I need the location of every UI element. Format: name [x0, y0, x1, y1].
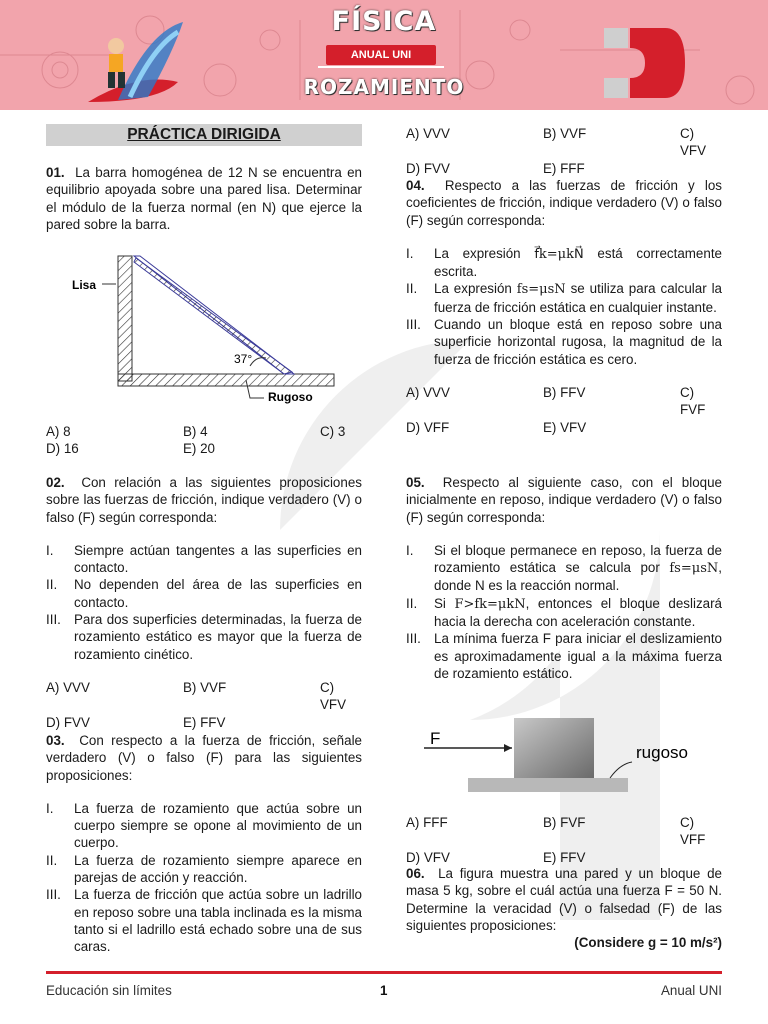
question-02 — [46, 474, 362, 731]
option-c: C) 3 — [320, 424, 346, 439]
formula: fs=μsN — [516, 282, 566, 298]
formula: F>fk=μkN — [454, 596, 526, 612]
question-number: 04. — [406, 178, 425, 193]
formula: fs=μsN — [669, 561, 719, 577]
question-number: 02. — [46, 475, 65, 490]
proposition-2: II. La expresión fs=μsN se utiliza para calcular la fuerza de fricción estática en cualquier instante. — [406, 281, 722, 315]
option-b: B) VVF — [543, 126, 587, 141]
header-divider — [318, 66, 444, 68]
question-05 — [406, 474, 722, 682]
question-number: 03. — [46, 733, 65, 748]
proposition-2: II. Si F>fk=μkN, entonces el bloque deslizará hacia la derecha con aceleración constante. — [406, 595, 722, 630]
option-a: A) VVV — [46, 679, 90, 695]
proposition-3: III. La mínima fuerza F para iniciar el deslizamiento es aproximadamente igual a la máxima fuerza de rozamiento estático. — [406, 631, 722, 681]
question-01 — [46, 164, 362, 233]
floor — [118, 374, 334, 386]
option-c: C) VFV — [680, 126, 707, 159]
option-d: D) 16 — [46, 441, 79, 457]
option-d: D) FVV — [406, 160, 450, 176]
option-c: C) VFF — [680, 815, 706, 848]
proposition-1: I. Si el bloque permanece en reposo, la fuerza de rozamiento estática se calcula por fs=μsN, donde N es la reacción normal. — [406, 542, 722, 594]
q4-options — [406, 384, 722, 436]
subject-title: FÍSICA — [331, 6, 437, 37]
option-b: B) 4 — [183, 424, 208, 439]
block-figure — [420, 712, 720, 796]
course-badge: ANUAL UNI — [326, 45, 436, 65]
option-c: C) VFV — [320, 679, 347, 713]
option-e: E) FFV — [183, 714, 226, 730]
option-e: E) FFV — [543, 849, 586, 865]
header-banner — [0, 0, 768, 110]
proposition-3: III. Para dos superficies determinadas, la fuerza de rozamiento estático es mayor que la fuerza de rozamiento cinético. — [46, 612, 362, 662]
option-a: A) FFF — [406, 815, 448, 830]
question-number: 01. — [46, 165, 65, 180]
proposition-2: II. La fuerza de rozamiento siempre aparece en parejas de acción y reacción. — [46, 852, 362, 886]
block — [514, 718, 594, 778]
q1-options — [46, 423, 362, 458]
question-text: La figura muestra una pared y un bloque de masa 5 kg, sobre el cuál actúa una fuerza F = 50 N. Determine la veracidad (V) o falsedad (F) de las siguientes proposiciones: — [406, 866, 722, 933]
question-text: La barra homogénea de 12 N se encuentra en equilibrio apoyada sobre una pared lisa. Determinar el módulo de la fuerza normal (en N) que ejerce la pared sobre la barra. — [46, 165, 362, 232]
proposition-1: I. La expresión f⃗k=μkN⃗ está correctamente escrita. — [406, 245, 722, 280]
section-title: PRÁCTICA DIRIGIDA — [46, 124, 362, 146]
wall — [118, 256, 132, 381]
rugoso-label: rugoso — [636, 743, 688, 762]
question-text: Con respecto a la fuerza de fricción, señale verdadero (V) o falso (F) para las siguientes proposiciones: — [46, 733, 362, 783]
proposition-3: III. La fuerza de fricción que actúa sobre un ladrillo en reposo sobre una tabla inclinada es la misma tanto si el ladrillo está echado sobre una de sus caras. — [46, 887, 362, 955]
q3-options — [406, 125, 722, 177]
q5-options — [406, 814, 722, 866]
question-06 — [406, 865, 722, 951]
question-number: 06. — [406, 866, 425, 881]
surface — [468, 778, 628, 792]
option-a: A) VVV — [406, 384, 450, 400]
option-a: A) VVV — [406, 126, 450, 141]
option-d: D) FVV — [46, 714, 90, 730]
proposition-3: III. Cuando un bloque está en reposo sobre una superficie horizontal rugosa, la magnitud de la fuerza de fricción estática es cero. — [406, 317, 722, 367]
option-c: C) FVF — [680, 384, 706, 418]
question-text: Respecto al siguiente caso, con el bloque inicialmente en reposo, indique verdadero (V) o falso (F) según corresponda: — [406, 475, 722, 525]
angle-label: 37° — [234, 352, 253, 366]
force-label: F — [430, 729, 441, 748]
lisa-label: Lisa — [72, 278, 97, 292]
footer-divider — [46, 971, 722, 974]
ladder-figure — [66, 246, 346, 412]
footer-slogan: Educación sin límites — [46, 983, 172, 998]
option-e: E) FFF — [543, 160, 585, 176]
option-e: E) VFV — [543, 419, 587, 435]
option-b: B) VVF — [183, 679, 227, 695]
proposition-2: II. No dependen del área de las superficies en contacto. — [46, 577, 362, 610]
proposition-1: I. La fuerza de rozamiento que actúa sobre un cuerpo siempre se opone al movimiento de un cuerpo. — [46, 800, 362, 851]
footer-course: Anual UNI — [660, 983, 722, 998]
question-text: Con relación a las siguientes proposiciones sobre las fuerzas de fricción, indique verdadero (V) o falso (F) según corresponda: — [46, 475, 362, 525]
option-b: B) FFV — [543, 384, 586, 400]
question-03 — [46, 732, 362, 956]
option-a: A) 8 — [46, 424, 71, 439]
question-04 — [406, 177, 722, 436]
option-b: B) FVF — [543, 815, 586, 830]
q2-options — [46, 679, 362, 731]
rugoso-label: Rugoso — [268, 390, 313, 404]
option-d: D) VFF — [406, 419, 450, 435]
question-text: Respecto a las fuerzas de fricción y los coeficientes de fricción, indique verdadero (V) o falso (F) según corresponda: — [406, 178, 722, 228]
topic-title: ROZAMIENTO — [303, 75, 465, 99]
formula: f⃗k=μkN⃗ — [534, 246, 584, 262]
question-number: 05. — [406, 475, 425, 490]
gravity-note: (Considere g = 10 m/s²) — [574, 935, 722, 951]
page-number: 1 — [380, 983, 388, 998]
option-d: D) VFV — [406, 849, 450, 865]
proposition-1: I. Siempre actúan tangentes a las superficies en contacto. — [46, 542, 362, 576]
option-e: E) 20 — [183, 441, 216, 457]
